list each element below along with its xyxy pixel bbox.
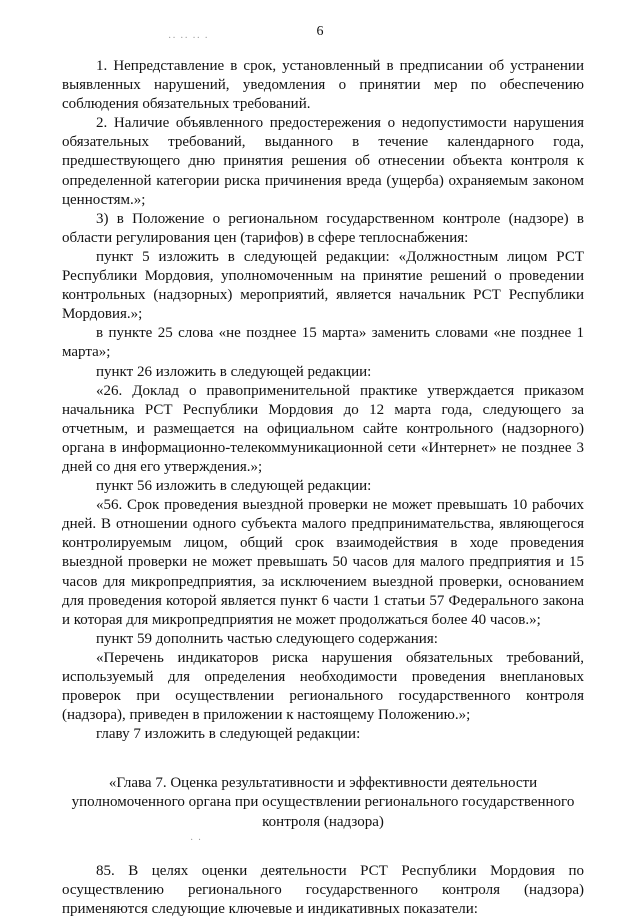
page-number: 6 (316, 24, 324, 39)
paragraph-amendment-3: 3) в Положение о региональном государственном контроле (надзоре) в области регулирования цен (тарифов) в сфере теплоснабжения: (62, 210, 584, 246)
document-body (62, 57, 584, 919)
paragraph-point-26-text: «26. Доклад о правоприменительной практике утверждается приказом начальника РСТ Республики Мордовия до 12 марта года, следующего за отчетным, и размещается на официальном сайте контрольного (надзорного) органа в информационно-телекоммуникационной сети «Интернет» не позднее 3 дней со дня его утверждения.»; (62, 382, 584, 475)
chapter-title: «Глава 7. Оценка результативности и эффективности деятельности уполномоченного органа при осуществлении регионального государственного контроля (надзора) (71, 775, 575, 830)
scan-artifact-bottom: · · (190, 835, 203, 846)
paragraph-point-59-text: «Перечень индикаторов риска нарушения обязательных требований, используемый для определения необходимости проведения внеплановых проверок при осуществлении регионального государственного контроля (надзора), приведен в приложении к настоящему Положению.»; (62, 649, 584, 724)
paragraph-point-85: 85. В целях оценки деятельности РСТ Республики Мордовия по осуществлению регионального государственного контроля (надзора) применяются следующие ключевые и индикативных показатели: (62, 862, 584, 917)
scan-artifact-top: ·· ·· ·· · (168, 33, 209, 44)
paragraph-point-26-intro: пункт 26 изложить в следующей редакции: (96, 363, 372, 380)
paragraph-item-2: 2. Наличие объявленного предостережения о недопустимости нарушения обязательных требований, выданного в течение календарного года, предшествующего дню принятия решения об отнесении объекта контроля к определенной категории риска причинения вреда (ущерба) охраняемым законом ценностям.»; (62, 115, 584, 208)
paragraph-point-56-text: «56. Срок проведения выездной проверки не может превышать 10 рабочих дней. В отношении одного субъекта малого предпринимательства, являющегося контролируемым лицом, общий срок взаимодействия в ходе проведения выездной проверки не может превышать 50 часов для малого предприятия и 15 часов для микропредприятия, за исключением выездной проверки, основанием для проведения которой является пункт 6 части 1 статьи 57 Федерального закона и которая для микропредприятия не может продолжаться более 40 часов.»; (62, 497, 584, 628)
paragraph-point-5: пункт 5 изложить в следующей редакции: «Должностным лицом РСТ Республики Мордовия, уполномоченным на принятие решений о проведении контрольных (надзорных) мероприятий, является начальник РСТ Республики Мордовия.»; (62, 248, 584, 323)
paragraph-point-56-intro: пункт 56 изложить в следующей редакции: (96, 478, 372, 495)
paragraph-point-25: в пункте 25 слова «не позднее 15 марта» заменить словами «не позднее 1 марта»; (62, 325, 584, 361)
paragraph-point-59-intro: пункт 59 дополнить частью следующего содержания: (96, 630, 438, 647)
paragraph-chapter-7-intro: главу 7 изложить в следующей редакции: (96, 726, 361, 743)
paragraph-item-1: 1. Непредставление в срок, установленный в предписании об устранении выявленных нарушений, уведомления о принятии мер по обеспечению соблюдения обязательных требований. (62, 58, 584, 113)
